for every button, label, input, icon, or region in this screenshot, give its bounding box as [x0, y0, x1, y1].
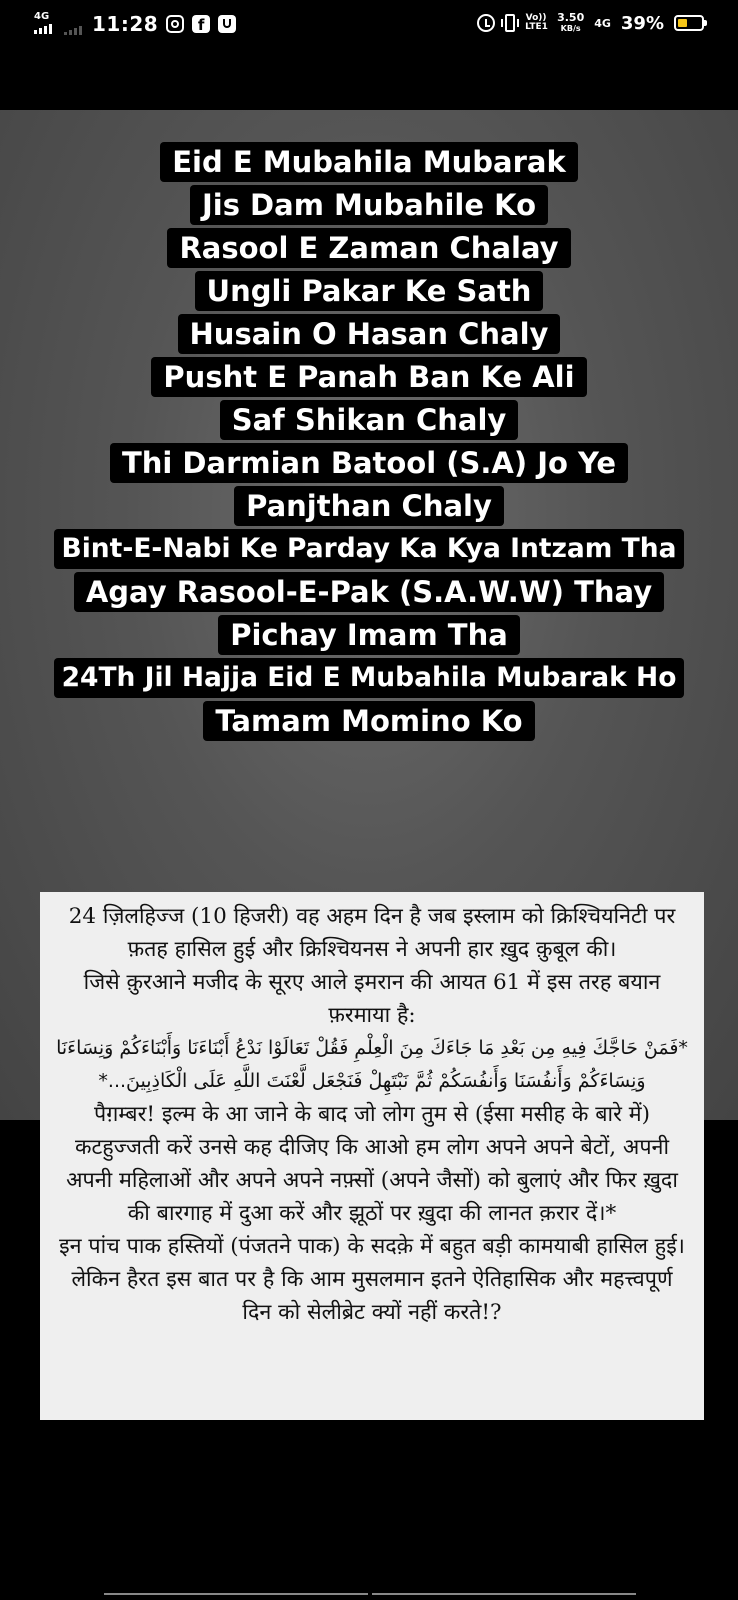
instagram-icon [166, 15, 184, 33]
poem-line: Bint-E-Nabi Ke Parday Ka Kya Intzam Tha [54, 529, 685, 569]
battery-fill [678, 19, 687, 27]
panel-paragraph-3: पैग़म्बर! इल्म के आ जाने के बाद जो लोग तुम से (ईसा मसीह के बारे में) कटहुज्जती करें उनसे कह दीजिए कि आओ हम लोग अपने अपने बेटों, अपनी अपनी महिलाओं और अपने अपने नफ़्सों (अपने जैसों) को बुलाएं और फिर ख़ुदा की बारगाह में दुआ करें और झूठों पर ख़ुदा की लानत क़रार दें।* [66, 1102, 678, 1226]
poem-line: Rasool E Zaman Chalay [167, 228, 570, 268]
poem-line: Thi Darmian Batool (S.A) Jo Ye [110, 443, 628, 483]
poem-line: Saf Shikan Chaly [220, 400, 519, 440]
data-speed-unit: KB/s [560, 24, 581, 33]
signal-strength-2-icon [64, 19, 82, 35]
poem-line: Ungli Pakar Ke Sath [195, 271, 544, 311]
panel-paragraph-5: लेकिन हैरत इस बात पर है कि आम मुसलमान इतने ऐतिहासिक और महत्त्वपूर्ण दिन को सेलीब्रेट क्यों नहीं करते!? [71, 1267, 673, 1325]
data-speed [557, 12, 584, 34]
panel-paragraph-1: 24 ज़िलहिज्ज (10 हिजरी) वह अहम दिन है जब इस्लाम को क्रिश्चियनिटी पर फ़तह हासिल हुई और क्रिश्चियनस ने अपनी हार ख़ुद क़ुबूल की। [68, 904, 676, 962]
story-progress-bar [104, 1593, 636, 1595]
network-type-label: 4G [34, 11, 50, 22]
poem-line: Agay Rasool-E-Pak (S.A.W.W) Thay [74, 572, 664, 612]
panel-paragraph-2: जिसे क़ुरआने मजीद के सूरए आले इमरान की आयत 61 में इस तरह बयान फ़रमाया है: [83, 970, 661, 1028]
story-progress-segment [372, 1593, 636, 1595]
vibrate-icon [505, 14, 515, 32]
poem-line: Pusht E Panah Ban Ke Ali [151, 357, 586, 397]
text-panel [40, 892, 704, 1420]
network-type-2-label: 4G [594, 16, 611, 30]
arabic-verse: *فَمَنْ حَاجَّكَ فِيهِ مِن بَعْدِ مَا جَاءَكَ مِنَ الْعِلْمِ فَقُلْ تَعَالَوْا نَدْعُ أَبْنَاءَنَا وَأَبْنَاءَكُمْ وَنِسَاءَنَا وَنِسَاءَكُمْ وَأَنفُسَنَا وَأَنفُسَكُمْ ثُمَّ نَبْتَهِلْ فَنَجْعَل لَّعْنَتَ اللَّهِ عَلَى الْكَاذِبِينَ...* [56, 1037, 688, 1092]
story-progress-segment [104, 1593, 368, 1595]
status-bar-left [34, 12, 236, 36]
volte-indicator: Vo)) LTE1 [525, 13, 548, 32]
panel-paragraph-4: इन पांच पाक हस्तियों (पंजतने पाक) के सदक़े में बहुत बड़ी कामयाबी हासिल हुई। [59, 1234, 685, 1259]
poem-line: Tamam Momino Ko [203, 701, 534, 741]
poem-text [0, 140, 738, 742]
signal-strength-icon [34, 12, 56, 36]
poem-line: Panjthan Chaly [234, 486, 504, 526]
data-speed-value: 3.50 [557, 11, 585, 24]
poem-line: Pichay Imam Tha [218, 615, 520, 655]
status-bar-right [477, 12, 704, 34]
status-bar [0, 0, 738, 56]
poem-line: Jis Dam Mubahile Ko [190, 185, 548, 225]
battery-icon [674, 15, 704, 31]
poem-line: 24Th Jil Hajja Eid E Mubahila Mubarak Ho [54, 658, 685, 698]
poem-line: Husain O Hasan Chaly [178, 314, 561, 354]
poem-line: Eid E Mubahila Mubarak [160, 142, 578, 182]
alarm-icon [477, 14, 495, 32]
facebook-icon: f [192, 15, 210, 33]
battery-percent: 39% [620, 12, 664, 34]
download-icon [218, 15, 236, 33]
clock: 11:28 [92, 12, 159, 36]
